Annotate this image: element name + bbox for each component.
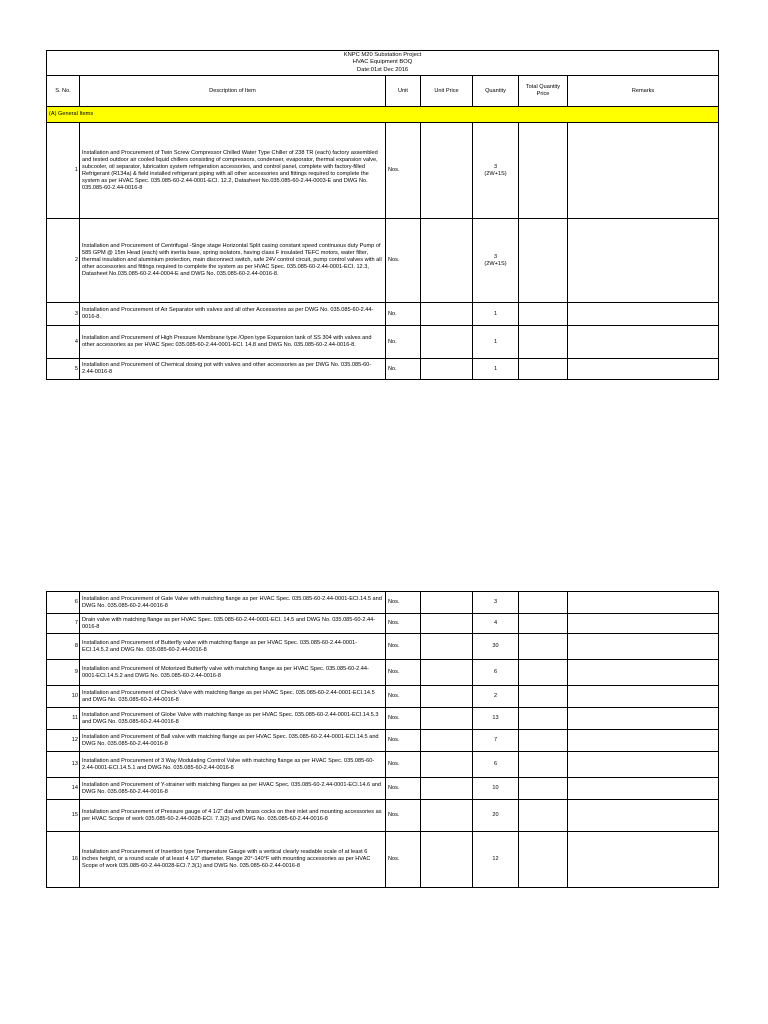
- item-unit: Nos.: [386, 730, 421, 752]
- item-total-price: [519, 592, 568, 614]
- quantity-value: 7: [493, 737, 498, 743]
- item-serial-number: 15: [47, 800, 80, 832]
- item-serial-number: 6: [47, 592, 80, 614]
- item-unit-price: [421, 614, 473, 634]
- item-unit: No.: [386, 326, 421, 359]
- quantity-value: 3: [493, 253, 498, 260]
- item-total-price: [519, 219, 568, 303]
- item-quantity: [473, 123, 519, 219]
- item-description: Installation and Procurement of Gate Valve with matching flange as per HVAC Spec. 035.085-60-2.44-0001-ECI.14.5 and DWG No. 035.085-60-2.44-0016-8: [80, 592, 386, 614]
- item-quantity: [473, 708, 519, 730]
- boq-title-block: [47, 51, 719, 76]
- item-total-price: [519, 686, 568, 708]
- item-description: Installation and Procurement of Globe Valve with matching flange as per HVAC Spec. 035.085-60-2.44-0001-ECI.14.5.3 and DWG No. 035.085-60-2.44-0016-8: [80, 708, 386, 730]
- item-quantity: [473, 219, 519, 303]
- item-serial-number: 12: [47, 730, 80, 752]
- item-description: Drain valve with matching flange as per HVAC Spec. 035.085-60-2.44-0001-ECI. 14.5 and DWG No. 035.085-60-2.44-0016-8: [80, 614, 386, 634]
- item-unit-price: [421, 359, 473, 380]
- item-remarks: [568, 634, 719, 660]
- item-description: Installation and Procurement of Twin Screw Compressor Chilled Water Type Chiller of 238 TR (each) factory assembled and tested outdoor air cooled liquid chillers consisting of compressors, condenser, evaporator, thermal expansion valve, subcooler, oil separator, lubrication system refrigeration accessories, and control panel, complete with factory-filled Refrigerant (R134a) & field installed refrigerant piping with all other accessories and fittings required to complete the system as per HVAC Spec. 035.085-60-2.44-0001-ECI. 12.2, Datasheet No.035.085-60-2.44-0003-E and DWG No. 035.085-60-2.44-0016-8: [80, 123, 386, 219]
- item-unit: Nos.: [386, 832, 421, 888]
- quantity-value: 2: [493, 693, 498, 699]
- item-unit-price: [421, 219, 473, 303]
- item-serial-number: 8: [47, 634, 80, 660]
- item-remarks: [568, 832, 719, 888]
- item-unit-price: [421, 686, 473, 708]
- item-description: Installation and Procurement of Chemical dosing pot with valves and other accessories as per DWG No. 035.085-60-2.44-0016-8: [80, 359, 386, 380]
- quantity-value: 20: [492, 812, 499, 818]
- item-unit: Nos.: [386, 614, 421, 634]
- item-quantity: [473, 614, 519, 634]
- item-quantity: [473, 778, 519, 800]
- column-header-description: Description of Item: [80, 76, 386, 107]
- section-row: [47, 107, 719, 123]
- quantity-value: 30: [492, 643, 499, 649]
- item-unit-price: [421, 660, 473, 686]
- boq-item-row: [47, 634, 719, 660]
- item-remarks: [568, 752, 719, 778]
- column-header-quantity: Quantity: [473, 76, 519, 107]
- item-serial-number: 3: [47, 303, 80, 326]
- item-unit: No.: [386, 359, 421, 380]
- item-unit: Nos.: [386, 778, 421, 800]
- quantity-value: 6: [493, 669, 498, 675]
- item-description: Installation and Procurement of Air Separator with valves and all other Accessories as per DWG No. 035.085-60-2.44-0016-8.: [80, 303, 386, 326]
- item-unit-price: [421, 800, 473, 832]
- item-serial-number: 14: [47, 778, 80, 800]
- boq-item-row: [47, 800, 719, 832]
- item-unit-price: [421, 730, 473, 752]
- boq-item-row: [47, 660, 719, 686]
- item-quantity: [473, 592, 519, 614]
- item-total-price: [519, 326, 568, 359]
- item-unit: Nos.: [386, 592, 421, 614]
- quantity-value: 1: [493, 338, 498, 345]
- document-date: Date:01st Dec 2016: [356, 66, 409, 73]
- item-quantity: [473, 800, 519, 832]
- boq-item-row: [47, 359, 719, 380]
- boq-item-row: [47, 730, 719, 752]
- item-serial-number: 13: [47, 752, 80, 778]
- item-unit-price: [421, 326, 473, 359]
- item-unit-price: [421, 123, 473, 219]
- boq-item-row: [47, 686, 719, 708]
- boq-item-row: [47, 303, 719, 326]
- item-total-price: [519, 359, 568, 380]
- boq-item-row: [47, 614, 719, 634]
- quantity-value: 3: [493, 599, 498, 605]
- item-quantity: [473, 303, 519, 326]
- quantity-value: 6: [493, 761, 498, 767]
- item-description: Installation and Procurement of Insertion type Temperature Gauge with a vertical clearly readable scale of at least 6 inches height, or a round scale of at least 4 1/2" diameter. Range 20°-140°F with mounting accessories as per HVAC Scope of work 035.085-60-2.44-0028-ECI.7.3(1) and DWG No. 035.085-60-2.44-0016-8: [80, 832, 386, 888]
- item-total-price: [519, 303, 568, 326]
- item-unit-price: [421, 752, 473, 778]
- item-description: Installation and Procurement of Y-strainer with matching flanges as per HVAC Spec. 035.085-60-2.44-0001-ECI.14.6 and DWG No. 035.085-60-2.44-0016-8: [80, 778, 386, 800]
- item-serial-number: 5: [47, 359, 80, 380]
- item-quantity: [473, 359, 519, 380]
- item-total-price: [519, 634, 568, 660]
- item-remarks: [568, 708, 719, 730]
- item-remarks: [568, 778, 719, 800]
- boq-item-row: [47, 123, 719, 219]
- document-subtitle: HVAC Equipment BOQ: [352, 59, 413, 66]
- item-unit-price: [421, 634, 473, 660]
- quantity-value: 1: [493, 365, 498, 372]
- item-description: Installation and Procurement of 3 Way Modulating Control Valve with matching flange as per HVAC Spec. 035.085-60-2.44-0001-ECI.14.5.1 and DWG No. 035.085-60-2.44-0016-8: [80, 752, 386, 778]
- item-serial-number: 11: [47, 708, 80, 730]
- column-header-row: [47, 76, 719, 107]
- boq-table-part-2: [46, 591, 719, 888]
- boq-item-row: [47, 219, 719, 303]
- item-quantity: [473, 832, 519, 888]
- quantity-value: 12: [492, 856, 499, 862]
- item-remarks: [568, 660, 719, 686]
- boq-item-row: [47, 752, 719, 778]
- item-remarks: [568, 326, 719, 359]
- item-remarks: [568, 303, 719, 326]
- item-remarks: [568, 800, 719, 832]
- boq-item-row: [47, 708, 719, 730]
- item-quantity: [473, 686, 519, 708]
- item-serial-number: 4: [47, 326, 80, 359]
- quantity-note: (2W+1S): [484, 170, 507, 177]
- item-remarks: [568, 614, 719, 634]
- item-description: Installation and Procurement of Pressure gauge of 4 1/2" dial with brass cocks on their inlet and mounting accessories as per HVAC Scope of work 035.085-60-2.44-0028-ECI. 7.3(2) and DWG No. 035.085-60-2.44-0016-8: [80, 800, 386, 832]
- column-header-total-price: Total Quantity Price: [519, 76, 568, 107]
- item-unit: Nos.: [386, 800, 421, 832]
- item-serial-number: 9: [47, 660, 80, 686]
- item-quantity: [473, 730, 519, 752]
- item-total-price: [519, 778, 568, 800]
- item-unit-price: [421, 592, 473, 614]
- item-unit-price: [421, 708, 473, 730]
- item-total-price: [519, 123, 568, 219]
- item-total-price: [519, 614, 568, 634]
- item-unit-price: [421, 832, 473, 888]
- item-unit: Nos.: [386, 123, 421, 219]
- item-total-price: [519, 660, 568, 686]
- item-serial-number: 16: [47, 832, 80, 888]
- item-unit: Nos.: [386, 660, 421, 686]
- items-body-part-2: [47, 592, 719, 888]
- item-description: Installation and Procurement of Check Valve with matching flange as per HVAC Spec. 035.085-60-2.44-0001-ECI.14.5 and DWG No. 035.085-60-2.44-0016-8: [80, 686, 386, 708]
- item-serial-number: 10: [47, 686, 80, 708]
- item-description: Installation and Procurement of High Pressure Membrane type /Open type Expansion tank of SS 304 with valves and other accessories as per HVAC Spec 035.085-60-2.44-0001-ECI. 14.8 and DWG No. 035.085-60-2.44-0016-8.: [80, 326, 386, 359]
- item-description: Installation and Procurement of Centrifugal -Singe stage Horizontal Split casing constant speed continuous duty Pump of 585 GPM @ 15m Head (each) with inertia base, spring isolators, having class F insulated TEFC motors, water filter, thermal insulation and aluminium protection, main disconnect switch, safe 24V control circuit, pump control valves with all other accessories and fittings required to complete the system as per HVAC Spec. 035.085-60-2.44-0001-ECI. 12.3, Datasheet No.035.085-60-2.44-0004-E and DWG No. 035.085-60-2.44-0016-8.: [80, 219, 386, 303]
- items-body-part-1: [47, 123, 719, 380]
- item-unit: Nos.: [386, 634, 421, 660]
- item-total-price: [519, 800, 568, 832]
- item-total-price: [519, 708, 568, 730]
- boq-item-row: [47, 592, 719, 614]
- quantity-value: 3: [493, 163, 498, 170]
- item-serial-number: 2: [47, 219, 80, 303]
- boq-table-part-1: [46, 50, 719, 380]
- item-remarks: [568, 219, 719, 303]
- column-header-sno: S. No.: [47, 76, 80, 107]
- item-unit: Nos.: [386, 708, 421, 730]
- column-header-remarks: Remarks: [568, 76, 719, 107]
- item-total-price: [519, 832, 568, 888]
- column-header-unit-price: Unit Price: [421, 76, 473, 107]
- item-remarks: [568, 686, 719, 708]
- item-remarks: [568, 123, 719, 219]
- item-unit: Nos.: [386, 752, 421, 778]
- item-total-price: [519, 752, 568, 778]
- item-quantity: [473, 660, 519, 686]
- quantity-note: (2W+1S): [484, 260, 507, 267]
- boq-item-row: [47, 832, 719, 888]
- item-unit: Nos.: [386, 219, 421, 303]
- project-title: KNPC M20 Substation Project: [343, 52, 422, 58]
- item-unit-price: [421, 303, 473, 326]
- item-serial-number: 7: [47, 614, 80, 634]
- item-quantity: [473, 752, 519, 778]
- boq-item-row: [47, 326, 719, 359]
- item-description: Installation and Procurement of Butterfly valve with matching flange as per HVAC Spec. 035.085-60-2.44-0001-ECI.14.5.2 and DWG No. 035.085-60-2.44-0016-8: [80, 634, 386, 660]
- item-remarks: [568, 359, 719, 380]
- section-label: (A) General Items: [47, 107, 719, 123]
- item-serial-number: 1: [47, 123, 80, 219]
- quantity-value: 13: [492, 715, 499, 721]
- quantity-value: 10: [492, 785, 499, 791]
- item-remarks: [568, 730, 719, 752]
- column-header-unit: Unit: [386, 76, 421, 107]
- item-quantity: [473, 634, 519, 660]
- item-unit: No.: [386, 303, 421, 326]
- item-remarks: [568, 592, 719, 614]
- title-row: [47, 51, 719, 76]
- quantity-value: 4: [493, 620, 498, 626]
- boq-item-row: [47, 778, 719, 800]
- item-unit: Nos.: [386, 686, 421, 708]
- item-description: Installation and Procurement of Motorized Butterfly valve with matching flange as per HVAC Spec. 035.085-60-2.44-0001-ECI.14.5.2 and DWG No. 035.085-60-2.44-0016-8: [80, 660, 386, 686]
- quantity-value: 1: [493, 310, 498, 317]
- item-unit-price: [421, 778, 473, 800]
- item-total-price: [519, 730, 568, 752]
- item-quantity: [473, 326, 519, 359]
- item-description: Installation and Procurement of Ball valve with matching flange as per HVAC Spec. 035.085-60-2.44-0001-ECI.14.5 and DWG No. 035.085-60-2.44-0016-8: [80, 730, 386, 752]
